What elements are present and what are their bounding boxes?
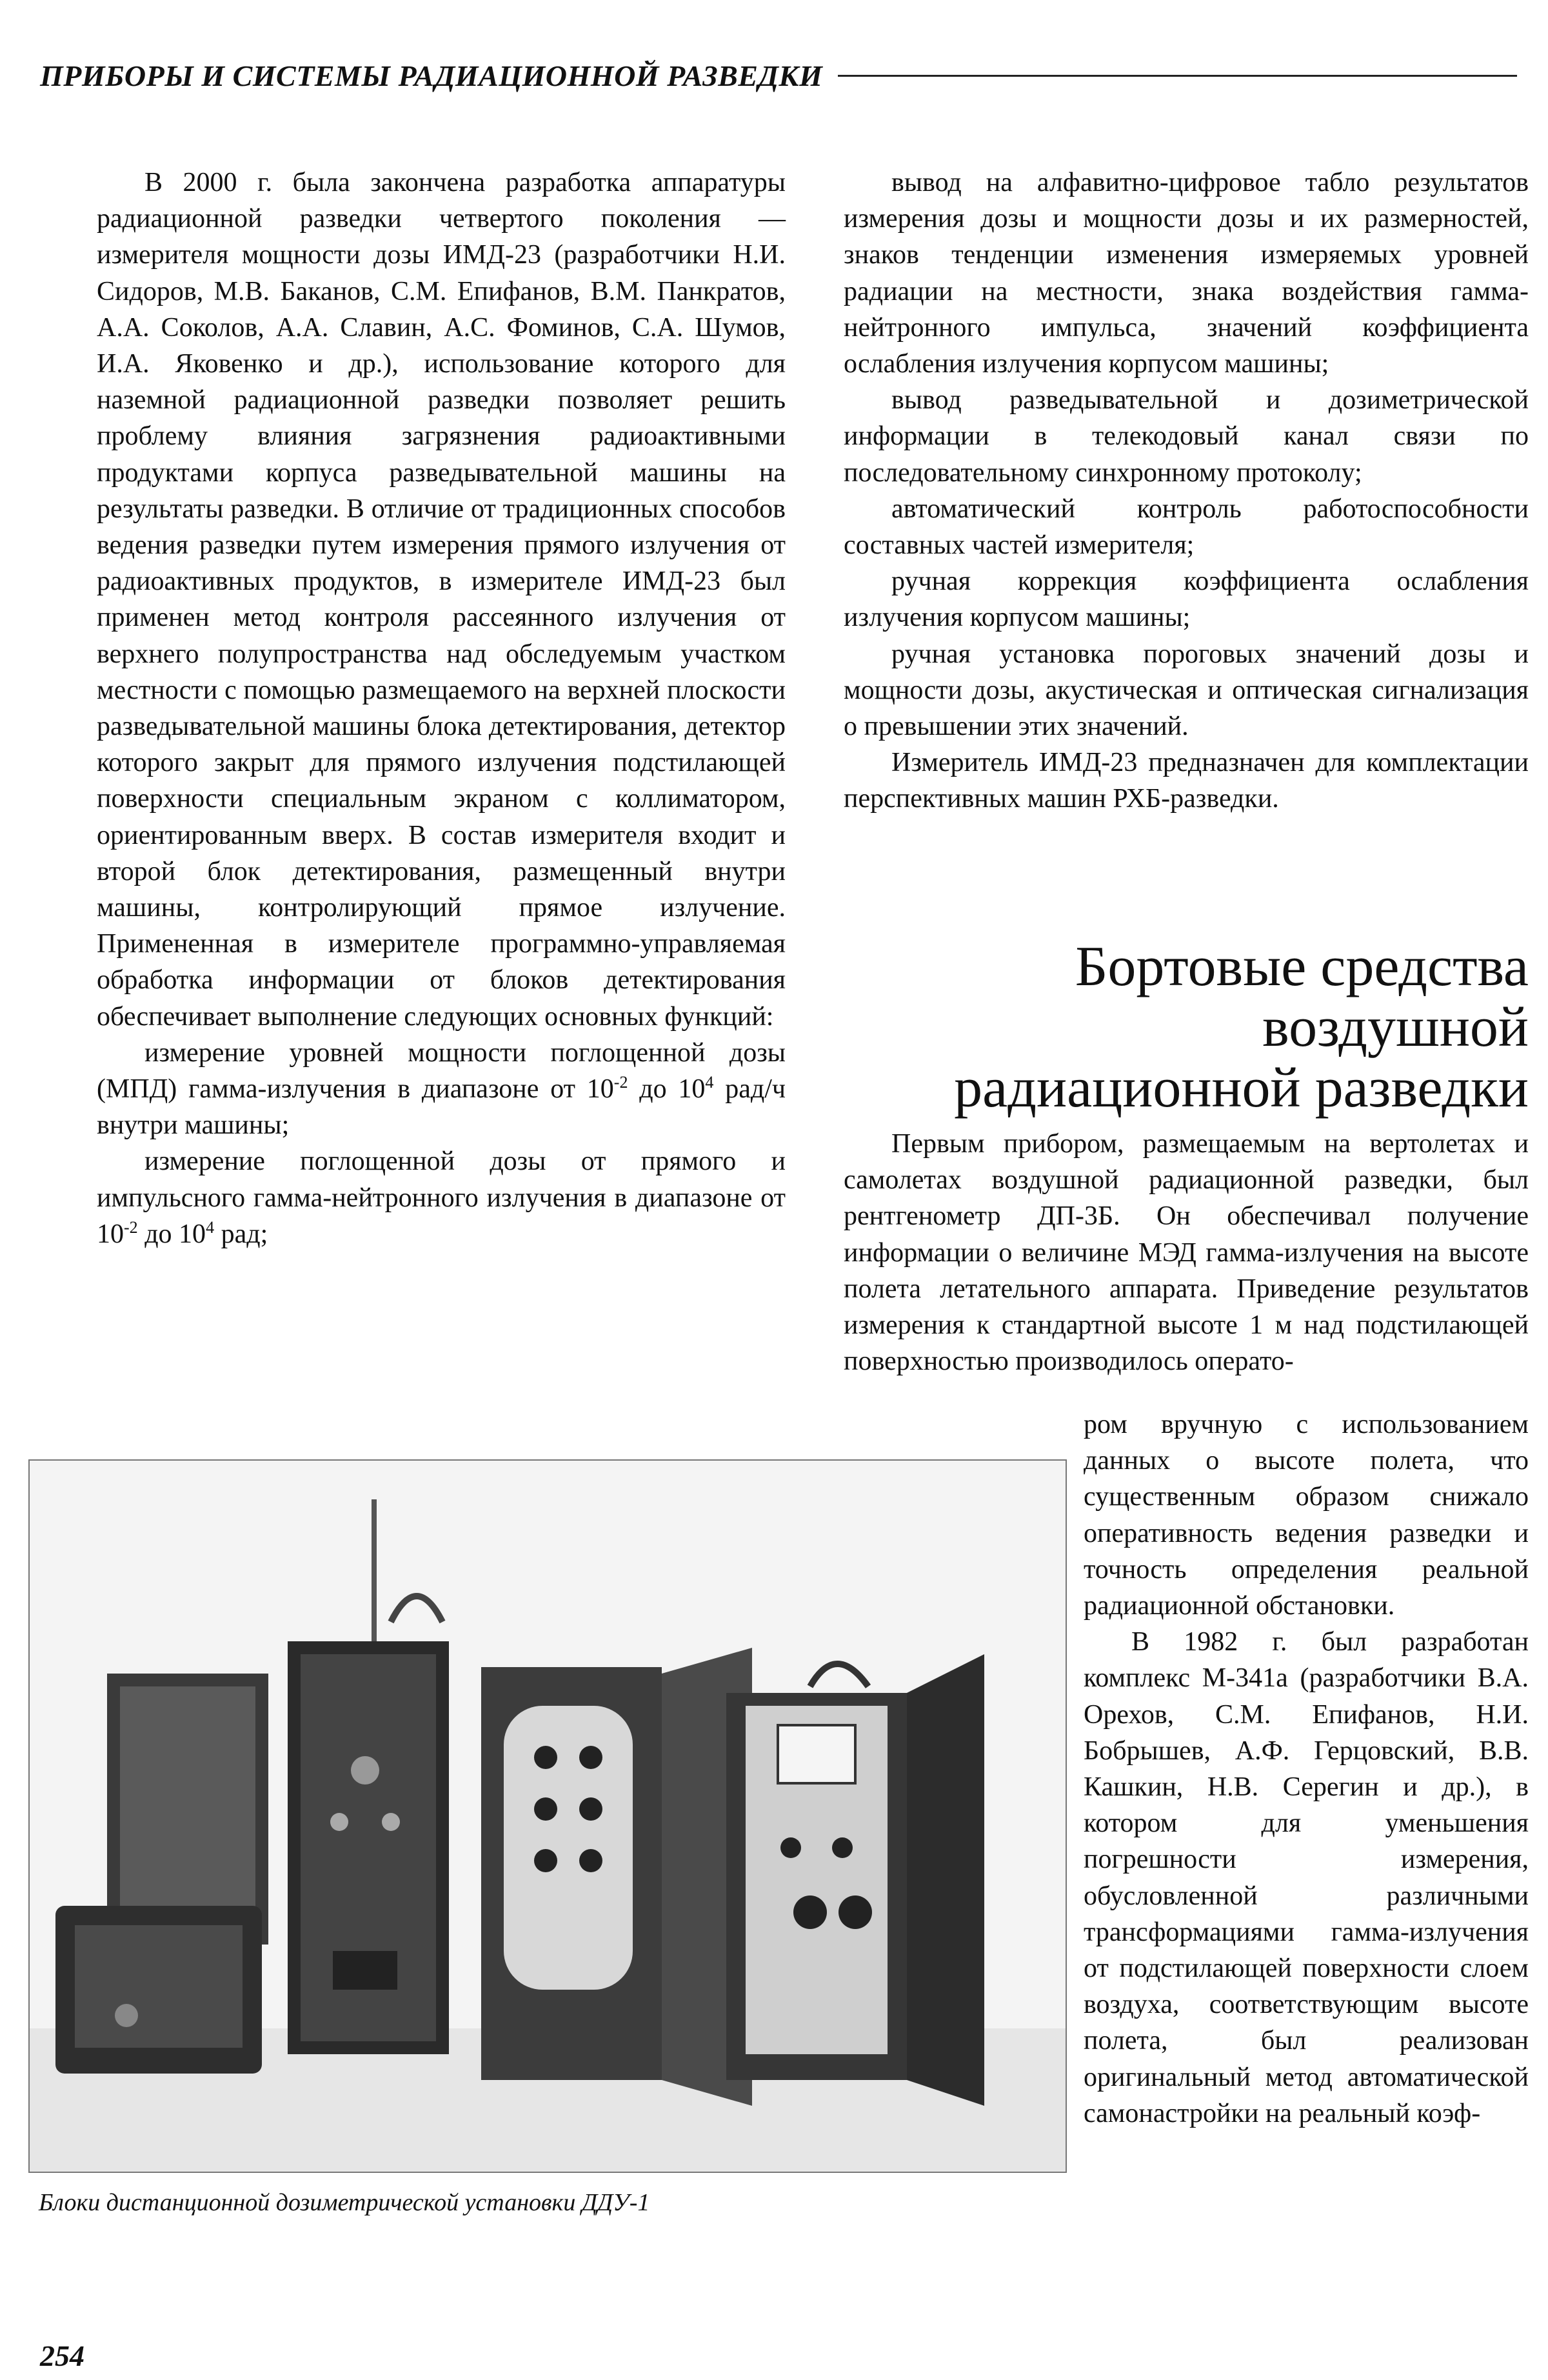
paragraph-m341a: В 1982 г. был разработан комплекс М-341а (разработчики В.А. Орехов, С.М. Епифанов, Н.И. Бобрышев, А.Ф. Герцовский, В.В. Кашкин, Н.В. Серегин и др.), в котором для уменьшения погрешности измерения, обусловленной различными трансформациями гамма-излучения от подстилающей поверхности слоем воздуха, соответствующим высоте полета, был реализован оригинальный метод автоматической самонастройки на реальный коэф-	[1084, 1627, 1529, 2128]
item-text: рад;	[214, 1219, 268, 1249]
section-heading-line: Бортовые средства	[1075, 935, 1529, 998]
running-title: ПРИБОРЫ И СИСТЕМЫ РАДИАЦИОННОЙ РАЗВЕДКИ	[40, 59, 823, 92]
function-item: автоматический контроль работоспособности составных частей измерителя;	[844, 494, 1529, 561]
section-intro	[844, 1126, 1529, 1379]
exponent: -2	[124, 1217, 138, 1237]
paragraph-dp3b-continued: ром вручную с использованием данных о высоте полета, что существенным образом снижало оперативность ведения разведки и точность определения реальной радиационной обстановки.	[1084, 1410, 1529, 1621]
right-column	[844, 165, 1529, 817]
item-text: измерение уровней мощности поглощенной дозы (МПД) гамма-излучения в диапазоне от 10	[97, 1037, 786, 1105]
paragraph-dp3b: Первым прибором, размещаемым на вертолетах и самолетах воздушной радиационной разведки, был рентгенометр ДП-3Б. Он обеспечивал получение информации о величине МЭД гамма-излучения на высоте полета летательного аппарата. Приведение результатов измерения к стандартной высоте 1 м над подстилающей поверхностью производилось операто-	[844, 1129, 1529, 1377]
item-text: до 10	[628, 1074, 706, 1105]
running-header	[40, 53, 1517, 98]
function-item-mpd	[97, 1035, 786, 1144]
exponent: 4	[705, 1073, 714, 1092]
exponent: 4	[206, 1217, 215, 1237]
function-item: вывод на алфавитно-цифровое табло результатов измерения дозы и мощности дозы и их размерностей, знаков тенденции изменения измеряемых уровней радиации на местности, знака воздействия гамма-нейтронного импульса, значений коэффициента ослабления излучения корпусом машины;	[844, 168, 1529, 379]
exponent: -2	[613, 1073, 628, 1092]
paragraph-imd23: В 2000 г. была закончена разработка аппаратуры радиационной разведки четвертого поколения — измерителя мощности дозы ИМД-23 (разработчики Н.И. Сидоров, М.В. Баканов, С.М. Епифанов, В.М. Панкратов, А.А. Соколов, А.А. Славин, А.С. Фоминов, С.А. Шумов, И.А. Яковенко и др.), использование которого для наземной радиационной разведки позволяет решить проблему влияния загрязнения радиоактивными продуктами корпуса разведывательной машины на результаты разведки. В отличие от традиционных способов ведения разведки путем измерения прямого излучения от радиоактивных продуктов, в измерителе ИМД-23 был применен метод контроля рассеянного излучения от верхнего полупространства над обследуемым участком местности с помощью размещаемого на верхней плоскости разведывательной машины блока детектирования, детектор которого закрыт для прямого излучения подстилающей поверхности специальным экраном с коллиматором, ориентированным вверх. В состав измерителя входит и второй блок детектирования, размещенный внутри машины, контролирующий прямое излучение. Примененная в измерителе программно-управляемая обработка информации от блоков детектирования обеспечивает выполнение следующих основных функций:	[97, 168, 786, 1032]
item-text: рад/ч внутри машины;	[97, 1074, 786, 1141]
equipment-photo	[28, 1459, 1067, 2173]
section-heading	[838, 937, 1529, 1119]
equipment-photo-drawing	[30, 1461, 1066, 2172]
closing-paragraph: Измеритель ИМД-23 предназначен для комплектации перспективных машин РХБ-разведки.	[844, 748, 1529, 814]
item-text: до 10	[137, 1219, 206, 1249]
left-column	[97, 165, 786, 1252]
header-rule	[838, 75, 1517, 77]
function-item: вывод разведывательной и дозиметрической информации в телекодовый канал связи по последовательному синхронному протоколу;	[844, 385, 1529, 488]
function-item: ручная коррекция коэффициента ослабления излучения корпусом машины;	[844, 566, 1529, 633]
wrapped-text	[1084, 1406, 1529, 2132]
function-item: ручная установка пороговых значений дозы и мощности дозы, акустическая и оптическая сигнализация о превышении этих значений.	[844, 639, 1529, 742]
figure-caption: Блоки дистанционной дозиметрической установки ДДУ-1	[39, 2189, 650, 2216]
section-heading-line: воздушной	[1262, 996, 1529, 1059]
section-heading-line: радиационной разведки	[954, 1057, 1529, 1119]
item-text: измерение поглощенной дозы от прямого и импульсного гамма-нейтронного излучения в диапазоне от 10	[97, 1146, 786, 1249]
page-number: 254	[40, 2339, 84, 2372]
function-item-dose	[97, 1143, 786, 1252]
